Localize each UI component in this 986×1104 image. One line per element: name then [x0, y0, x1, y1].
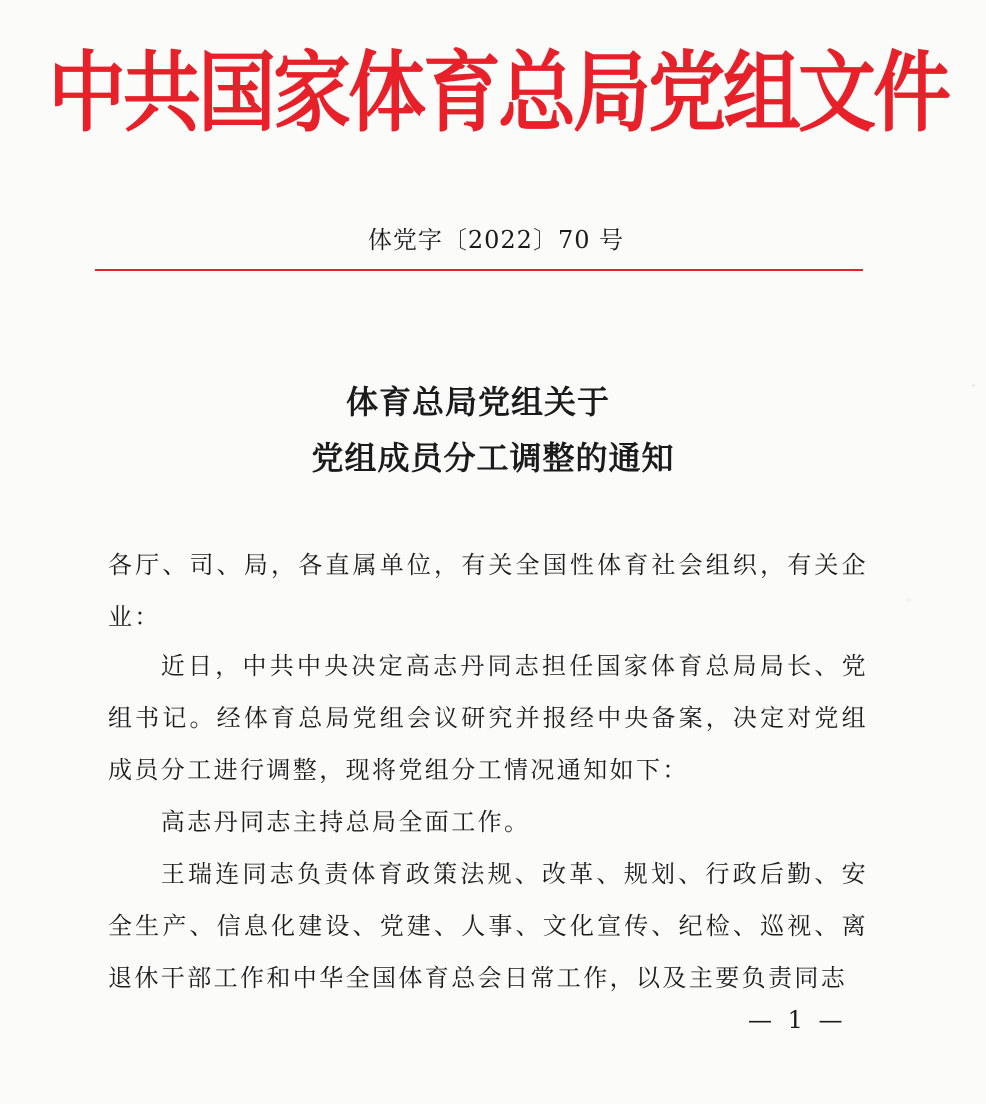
page-number: — 1 —: [748, 1006, 847, 1034]
document-title-line-1: 体育总局党组关于: [345, 383, 610, 421]
document-number: 体党字〔2022〕70 号: [367, 226, 625, 254]
scan-speck: [972, 384, 975, 387]
document-masthead: 中共国家体育总局党组文件: [47, 43, 948, 145]
body-paragraph-2: 高志丹同志主持总局全面工作。: [160, 808, 531, 836]
addressee-line: 各厅、司、局，各直属单位，有关全国性体育社会组织，有关企业：: [108, 551, 868, 631]
body-paragraph-1: 近日，中共中央决定高志丹同志担任国家体育总局局长、党组书记。经体育总局党组会议研究并报经中央备案，决定对党组成员分工进行调整，现将党组分工情况通知如下：: [108, 652, 868, 784]
document-title-line-2: 党组成员分工调整的通知: [311, 439, 675, 477]
scan-speck: [906, 598, 912, 602]
body-paragraph-3: 王瑞连同志负责体育政策法规、改革、规划、行政后勤、安全生产、信息化建设、党建、人事、文化宣传、纪检、巡视、离退休干部工作和中华全国体育总会日常工作，以及主要负责同志: [108, 860, 868, 992]
red-divider-line: [95, 269, 863, 271]
